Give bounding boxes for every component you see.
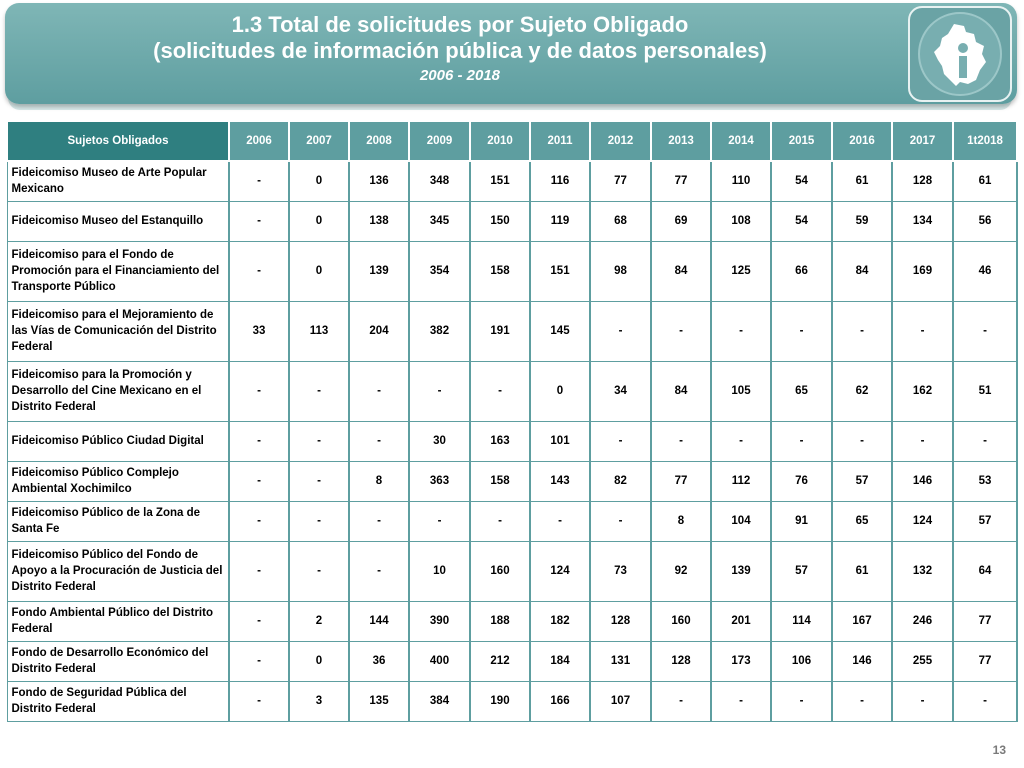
value-cell: 143 [530, 461, 590, 501]
value-cell: 354 [409, 241, 470, 301]
value-cell: 3 [289, 681, 349, 721]
value-cell: 73 [590, 541, 651, 601]
table-row [7, 641, 1017, 681]
value-cell: 158 [470, 461, 530, 501]
value-cell: - [349, 541, 409, 601]
value-cell: 145 [530, 301, 590, 361]
value-cell: 8 [651, 501, 711, 541]
value-cell: - [953, 301, 1017, 361]
value-cell: - [229, 361, 289, 421]
value-cell: 119 [530, 201, 590, 241]
value-cell: - [530, 501, 590, 541]
value-cell: 163 [470, 421, 530, 461]
table-row [7, 421, 1017, 461]
value-cell: 167 [832, 601, 892, 641]
value-cell: 212 [470, 641, 530, 681]
value-cell: 65 [771, 361, 832, 421]
value-cell: 91 [771, 501, 832, 541]
value-cell: - [229, 201, 289, 241]
value-cell: - [229, 541, 289, 601]
value-cell: 400 [409, 641, 470, 681]
value-cell: 132 [892, 541, 953, 601]
value-cell: - [771, 301, 832, 361]
table-row [7, 301, 1017, 361]
value-cell: 166 [530, 681, 590, 721]
value-cell: 59 [832, 201, 892, 241]
value-cell: 128 [651, 641, 711, 681]
value-cell: 345 [409, 201, 470, 241]
value-cell: 36 [349, 641, 409, 681]
value-cell: - [289, 501, 349, 541]
value-cell: 114 [771, 601, 832, 641]
value-cell: - [651, 301, 711, 361]
column-header: 2016 [832, 121, 892, 161]
table-row [7, 161, 1017, 201]
value-cell: 61 [953, 161, 1017, 201]
value-cell: - [289, 461, 349, 501]
value-cell: 108 [711, 201, 771, 241]
subject-name-cell: Fideicomiso Público de la Zona de Santa Fe [7, 501, 229, 541]
value-cell: 105 [711, 361, 771, 421]
value-cell: 84 [832, 241, 892, 301]
value-cell: 56 [953, 201, 1017, 241]
value-cell: - [832, 421, 892, 461]
value-cell: - [289, 421, 349, 461]
value-cell: 382 [409, 301, 470, 361]
value-cell: 54 [771, 201, 832, 241]
table-header-row [7, 121, 1017, 161]
page-title-line2: (solicitudes de información pública y de datos personales) [153, 38, 767, 63]
value-cell: 62 [832, 361, 892, 421]
value-cell: 201 [711, 601, 771, 641]
value-cell: 128 [892, 161, 953, 201]
value-cell: - [229, 641, 289, 681]
value-cell: - [229, 421, 289, 461]
subject-name-cell: Fideicomiso Público Complejo Ambiental Xochimilco [7, 461, 229, 501]
logo [908, 6, 1012, 102]
value-cell: 138 [349, 201, 409, 241]
value-cell: - [229, 501, 289, 541]
table-body [7, 161, 1017, 721]
year-range-subtitle: 2006 - 2018 [419, 67, 501, 84]
value-cell: - [289, 541, 349, 601]
value-cell: - [651, 681, 711, 721]
value-cell: 146 [832, 641, 892, 681]
page-number: 13 [992, 743, 1006, 757]
value-cell: - [892, 681, 953, 721]
value-cell: - [892, 301, 953, 361]
column-header: 2006 [229, 121, 289, 161]
column-header: 2014 [711, 121, 771, 161]
value-cell: - [832, 681, 892, 721]
value-cell: - [832, 301, 892, 361]
value-cell: 348 [409, 161, 470, 201]
value-cell: 135 [349, 681, 409, 721]
value-cell: 160 [470, 541, 530, 601]
value-cell: 190 [470, 681, 530, 721]
table-row [7, 241, 1017, 301]
value-cell: 61 [832, 541, 892, 601]
value-cell: - [349, 361, 409, 421]
value-cell: 66 [771, 241, 832, 301]
value-cell: 107 [590, 681, 651, 721]
value-cell: - [229, 241, 289, 301]
value-cell: - [229, 601, 289, 641]
value-cell: 191 [470, 301, 530, 361]
column-header: 2009 [409, 121, 470, 161]
table-row [7, 461, 1017, 501]
value-cell: 57 [771, 541, 832, 601]
value-cell: 124 [892, 501, 953, 541]
value-cell: - [771, 421, 832, 461]
value-cell: 8 [349, 461, 409, 501]
value-cell: 104 [711, 501, 771, 541]
value-cell: 136 [349, 161, 409, 201]
value-cell: - [953, 681, 1017, 721]
value-cell: - [409, 501, 470, 541]
value-cell: 61 [832, 161, 892, 201]
value-cell: 160 [651, 601, 711, 641]
value-cell: - [892, 421, 953, 461]
value-cell: - [470, 361, 530, 421]
table-row [7, 601, 1017, 641]
value-cell: 57 [953, 501, 1017, 541]
value-cell: 77 [590, 161, 651, 201]
value-cell: 162 [892, 361, 953, 421]
logo-circle [918, 12, 1002, 96]
column-header: Sujetos Obligados [7, 121, 229, 161]
value-cell: - [349, 421, 409, 461]
value-cell: 77 [651, 461, 711, 501]
value-cell: 65 [832, 501, 892, 541]
value-cell: 77 [953, 601, 1017, 641]
value-cell: - [470, 501, 530, 541]
value-cell: 34 [590, 361, 651, 421]
value-cell: 98 [590, 241, 651, 301]
value-cell: 0 [530, 361, 590, 421]
value-cell: 112 [711, 461, 771, 501]
value-cell: 0 [289, 161, 349, 201]
subject-name-cell: Fideicomiso Público Ciudad Digital [7, 421, 229, 461]
value-cell: 151 [470, 161, 530, 201]
table-row [7, 501, 1017, 541]
value-cell: - [711, 301, 771, 361]
value-cell: 158 [470, 241, 530, 301]
value-cell: 10 [409, 541, 470, 601]
value-cell: 151 [530, 241, 590, 301]
value-cell: - [590, 501, 651, 541]
value-cell: 169 [892, 241, 953, 301]
value-cell: 54 [771, 161, 832, 201]
value-cell: 51 [953, 361, 1017, 421]
value-cell: 246 [892, 601, 953, 641]
subject-name-cell: Fondo Ambiental Público del Distrito Federal [7, 601, 229, 641]
value-cell: 0 [289, 641, 349, 681]
value-cell: 113 [289, 301, 349, 361]
value-cell: - [953, 421, 1017, 461]
subject-name-cell: Fondo de Seguridad Pública del Distrito Federal [7, 681, 229, 721]
value-cell: 82 [590, 461, 651, 501]
column-header: 2008 [349, 121, 409, 161]
value-cell: 134 [892, 201, 953, 241]
column-header: 2013 [651, 121, 711, 161]
column-header: 1t2018 [953, 121, 1017, 161]
value-cell: 139 [711, 541, 771, 601]
value-cell: 144 [349, 601, 409, 641]
column-header: 2010 [470, 121, 530, 161]
value-cell: 30 [409, 421, 470, 461]
value-cell: 46 [953, 241, 1017, 301]
subject-name-cell: Fideicomiso para la Promoción y Desarrollo del Cine Mexicano en el Distrito Federal [7, 361, 229, 421]
value-cell: 84 [651, 241, 711, 301]
value-cell: 101 [530, 421, 590, 461]
value-cell: 33 [229, 301, 289, 361]
value-cell: 69 [651, 201, 711, 241]
value-cell: - [229, 461, 289, 501]
value-cell: 146 [892, 461, 953, 501]
subject-name-cell: Fideicomiso para el Fondo de Promoción para el Financiamiento del Transporte Público [7, 241, 229, 301]
value-cell: 390 [409, 601, 470, 641]
table-row [7, 361, 1017, 421]
value-cell: - [651, 421, 711, 461]
value-cell: 0 [289, 201, 349, 241]
cdmx-map-info-icon [930, 22, 992, 88]
value-cell: 64 [953, 541, 1017, 601]
value-cell: 0 [289, 241, 349, 301]
value-cell: 77 [953, 641, 1017, 681]
column-header: 2015 [771, 121, 832, 161]
subject-name-cell: Fideicomiso Museo del Estanquillo [7, 201, 229, 241]
column-header: 2007 [289, 121, 349, 161]
value-cell: 53 [953, 461, 1017, 501]
value-cell: 124 [530, 541, 590, 601]
value-cell: 2 [289, 601, 349, 641]
value-cell: - [229, 681, 289, 721]
value-cell: 182 [530, 601, 590, 641]
value-cell: 188 [470, 601, 530, 641]
value-cell: - [711, 681, 771, 721]
value-cell: 110 [711, 161, 771, 201]
value-cell: 57 [832, 461, 892, 501]
value-cell: - [289, 361, 349, 421]
value-cell: 68 [590, 201, 651, 241]
subject-name-cell: Fondo de Desarrollo Económico del Distrito Federal [7, 641, 229, 681]
column-header: 2011 [530, 121, 590, 161]
subject-name-cell: Fideicomiso para el Mejoramiento de las Vías de Comunicación del Distrito Federal [7, 301, 229, 361]
table-row [7, 201, 1017, 241]
value-cell: 77 [651, 161, 711, 201]
subject-name-cell: Fideicomiso Museo de Arte Popular Mexicano [7, 161, 229, 201]
value-cell: 106 [771, 641, 832, 681]
value-cell: - [590, 301, 651, 361]
page-title: 1.3 Total de solicitudes por Sujeto Obligado [231, 12, 689, 37]
table-row [7, 681, 1017, 721]
subject-name-cell: Fideicomiso Público del Fondo de Apoyo a la Procuración de Justicia del Distrito Federal [7, 541, 229, 601]
value-cell: 204 [349, 301, 409, 361]
value-cell: 184 [530, 641, 590, 681]
table-row [7, 541, 1017, 601]
value-cell: 384 [409, 681, 470, 721]
column-header: 2012 [590, 121, 651, 161]
value-cell: 255 [892, 641, 953, 681]
value-cell: 363 [409, 461, 470, 501]
value-cell: - [349, 501, 409, 541]
title-block [40, 12, 880, 86]
value-cell: 139 [349, 241, 409, 301]
value-cell: - [590, 421, 651, 461]
value-cell: - [771, 681, 832, 721]
value-cell: 131 [590, 641, 651, 681]
column-header: 2017 [892, 121, 953, 161]
value-cell: 150 [470, 201, 530, 241]
subjects-table [6, 120, 1018, 722]
value-cell: 173 [711, 641, 771, 681]
value-cell: 116 [530, 161, 590, 201]
value-cell: 84 [651, 361, 711, 421]
value-cell: - [229, 161, 289, 201]
value-cell: 125 [711, 241, 771, 301]
value-cell: 128 [590, 601, 651, 641]
value-cell: 92 [651, 541, 711, 601]
value-cell: - [711, 421, 771, 461]
value-cell: - [409, 361, 470, 421]
value-cell: 76 [771, 461, 832, 501]
